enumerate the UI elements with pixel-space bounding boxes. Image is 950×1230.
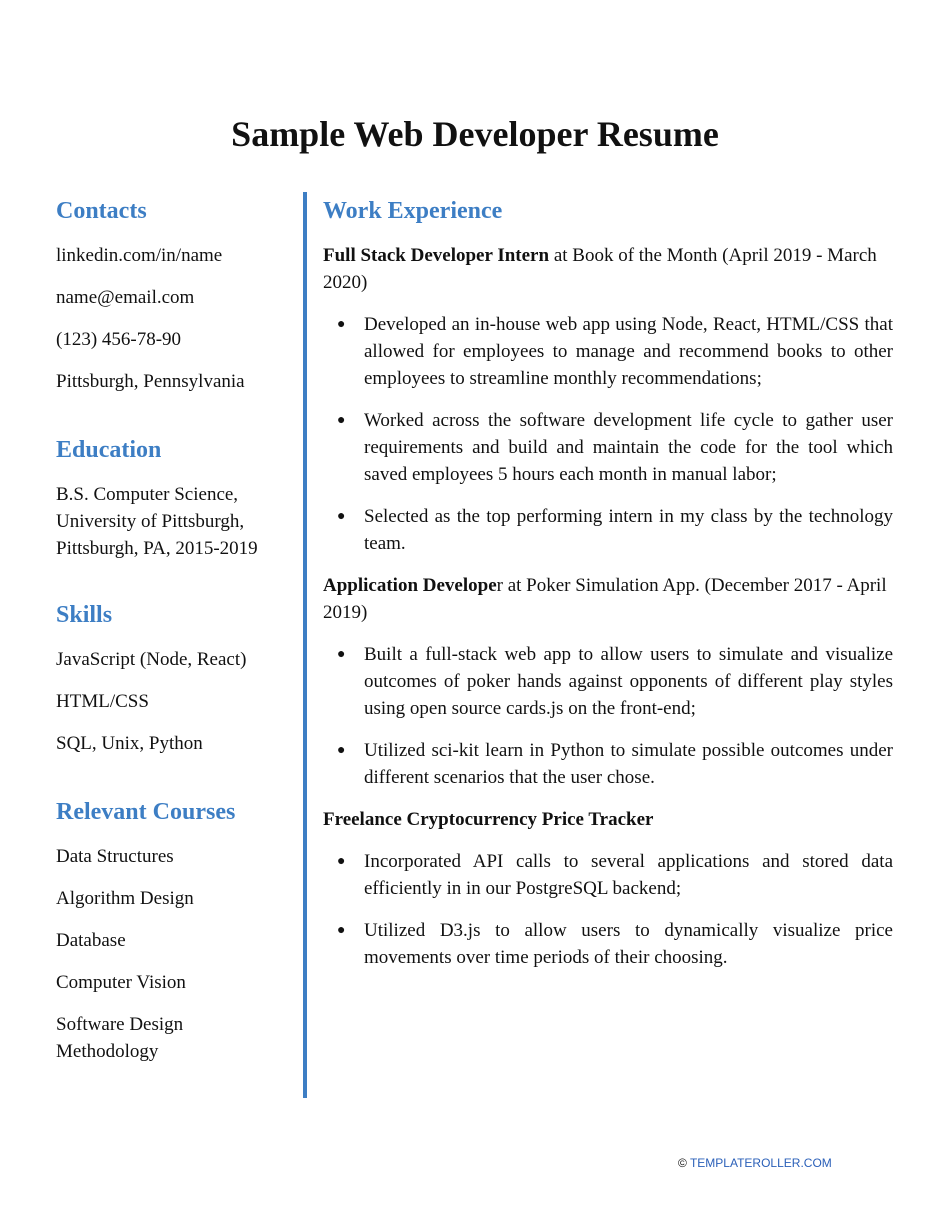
job-title-line [323,242,893,296]
contact-email: name@email.com [56,287,195,308]
job-role: Freelance Cryptocurrency Price Tracker [323,809,654,830]
bullet-icon: ● [337,854,346,869]
education-degree: B.S. Computer Science, [56,484,239,505]
list-item [323,737,893,791]
list-item [323,641,893,722]
list-item [323,503,893,557]
job-details: at Book of the Month (April 2019 - March 2020) [323,245,877,293]
job-title-line [323,806,893,833]
bullet-icon: ● [337,509,346,524]
contact-linkedin: linkedin.com/in/name [56,245,223,266]
bullet-icon: ● [337,743,346,758]
job-role: Full Stack Developer Intern [323,245,550,266]
courses-section [56,797,292,1065]
bullet-text: Built a full-stack web app to allow users to simulate and visualize outcomes of poker hands against opponents of different play styles using open source cards.js on the front-end; [364,644,893,719]
job-details: r at Poker Simulation App. (December 2017 - April 2019) [323,575,887,623]
bullet-text: Developed an in-house web app using Node, React, HTML/CSS that allowed for employees to manage and recommend books to other employees to streamline monthly recommendations; [364,314,893,389]
bullet-text: Utilized sci-kit learn in Python to simulate possible outcomes under different scenarios that the user chose. [364,740,893,788]
page-title: Sample Web Developer Resume [231,114,719,154]
bullet-text: Worked across the software development life cycle to gather user requirements and build and maintain the code for the tool which saved employees 5 hours each month in manual labor; [364,410,893,485]
skill-item: HTML/CSS [56,691,149,712]
footer-credit [678,1156,832,1170]
course-item: Software Design Methodology [56,1014,184,1062]
list-item [323,917,893,971]
contacts-section [56,196,292,395]
contacts-heading: Contacts [56,198,147,224]
list-item [323,407,893,488]
bullet-text: Utilized D3.js to allow users to dynamically visualize price movements over time periods of their choosing. [364,920,893,968]
skill-item: JavaScript (Node, React) [56,649,247,670]
templateroller-link[interactable]: TEMPLATEROLLER.COM [689,1156,832,1170]
course-item: Algorithm Design [56,888,194,909]
left-column [56,196,292,1107]
bullet-icon: ● [337,923,346,938]
contact-phone: (123) 456-78-90 [56,329,182,350]
list-item [323,848,893,902]
bullet-icon: ● [337,647,346,662]
column-divider [303,192,307,1098]
bullet-text: Incorporated API calls to several applications and stored data efficiently in in our PostgreSQL backend; [364,851,893,899]
bullet-icon: ● [337,413,346,428]
right-column [323,196,893,971]
contact-location: Pittsburgh, Pennsylvania [56,371,245,392]
courses-heading: Relevant Courses [56,799,236,825]
job-bullet-list [323,848,893,971]
copyright-symbol: © [678,1156,687,1170]
course-item: Data Structures [56,846,174,867]
skills-heading: Skills [56,602,113,628]
education-location-years: Pittsburgh, PA, 2015-2019 [56,538,258,559]
education-heading: Education [56,437,162,463]
skill-item: SQL, Unix, Python [56,733,203,754]
bullet-icon: ● [337,317,346,332]
education-school: University of Pittsburgh, [56,511,245,532]
list-item [323,311,893,392]
job-role: Application Develope [323,575,497,596]
course-item: Database [56,930,126,951]
work-experience-heading: Work Experience [323,198,503,224]
education-section [56,435,292,562]
job-bullet-list [323,641,893,791]
bullet-text: Selected as the top performing intern in my class by the technology team. [364,506,893,554]
job-bullet-list [323,311,893,557]
course-item: Computer Vision [56,972,186,993]
job-title-line [323,572,893,626]
skills-section [56,600,292,757]
